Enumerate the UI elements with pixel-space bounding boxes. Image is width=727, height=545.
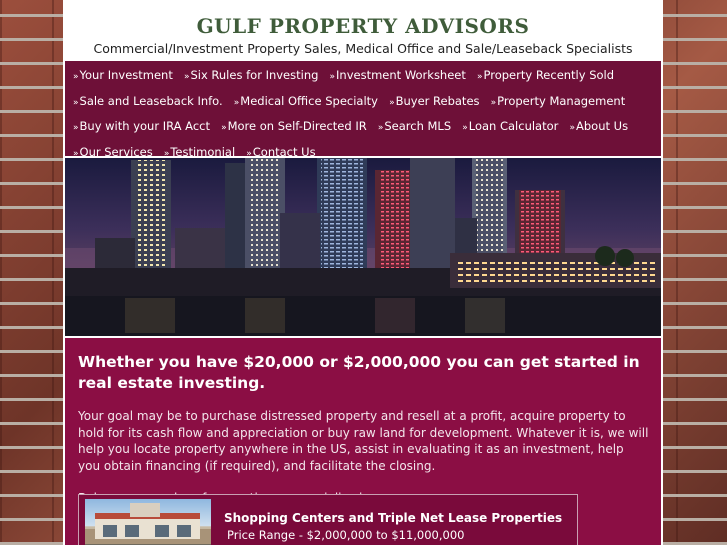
double-arrow-icon: »: [389, 97, 393, 108]
nav-investment-worksheet[interactable]: » Investment Worksheet: [329, 68, 466, 82]
nav-about-us[interactable]: » About Us: [569, 119, 629, 133]
nav-buyer-rebates[interactable]: » Buyer Rebates: [389, 93, 480, 108]
nav-search-mls[interactable]: » Search MLS: [377, 119, 452, 133]
site-header: [63, 0, 663, 62]
double-arrow-icon: »: [329, 72, 334, 82]
intro-paragraph: Your goal may be to purchase distressed property and resell at a profit, acquire property to hold for its cash flow and appreciation or buy raw land for development. Whatever it is, we will help you locate property anywhere in the US, assist in evaluating it as an investment, help you obtain financing (if required), and facilitate the closing.: [78, 409, 649, 473]
double-arrow-icon: »: [246, 148, 250, 159]
listing-title: Shopping Centers and Triple Net Lease Properties: [224, 511, 563, 525]
nav-sale-leaseback[interactable]: » Sale and Leaseback Info.: [73, 93, 223, 108]
nav-six-rules[interactable]: » Six Rules for Investing: [183, 68, 319, 82]
page-container: [63, 0, 663, 545]
skyline-image: [65, 158, 661, 336]
nav-property-recently-sold[interactable]: » Property Recently Sold: [476, 68, 615, 82]
double-arrow-icon: »: [476, 72, 481, 82]
shopping-center-photo: [85, 499, 211, 545]
double-arrow-icon: »: [73, 148, 77, 159]
double-arrow-icon: »: [221, 123, 225, 133]
nav-your-investment[interactable]: » Your Investment: [73, 68, 173, 82]
double-arrow-icon: »: [233, 97, 238, 108]
double-arrow-icon: »: [183, 72, 188, 82]
listing-price-range: Price Range - $2,000,000 to $11,000,000: [227, 528, 465, 542]
nav-testimonial[interactable]: » Testimonial: [163, 144, 236, 159]
main-nav: [65, 61, 661, 159]
nav-contact-us[interactable]: » Contact Us: [246, 144, 316, 159]
site-tagline: Commercial/Investment Property Sales, Medical Office and Sale/Leaseback Specialists: [93, 41, 633, 56]
double-arrow-icon: »: [73, 123, 77, 133]
double-arrow-icon: »: [569, 123, 573, 133]
city-skyline-banner: [65, 158, 661, 336]
site-title: GULF PROPERTY ADVISORS: [196, 14, 530, 38]
double-arrow-icon: »: [73, 97, 77, 108]
shopping-center-illustration: [85, 499, 211, 545]
nav-loan-calculator[interactable]: » Loan Calculator: [462, 119, 559, 133]
nav-self-directed-ira[interactable]: » More on Self-Directed IR: [221, 119, 367, 133]
nav-property-management[interactable]: » Property Management: [490, 93, 626, 108]
nav-our-services[interactable]: » Our Services: [73, 144, 153, 159]
double-arrow-icon: »: [73, 72, 77, 82]
double-arrow-icon: »: [163, 148, 168, 159]
main-content: [65, 338, 661, 545]
double-arrow-icon: »: [377, 123, 382, 133]
nav-buy-ira[interactable]: » Buy with your IRA Acct: [73, 119, 210, 133]
nav-medical-office[interactable]: » Medical Office Specialty: [233, 93, 378, 108]
page-headline: Whether you have $20,000 or $2,000,000 you can get started in real estate investing.: [78, 353, 640, 392]
property-listing[interactable]: [78, 494, 578, 545]
double-arrow-icon: »: [462, 123, 466, 133]
double-arrow-icon: »: [490, 97, 495, 108]
